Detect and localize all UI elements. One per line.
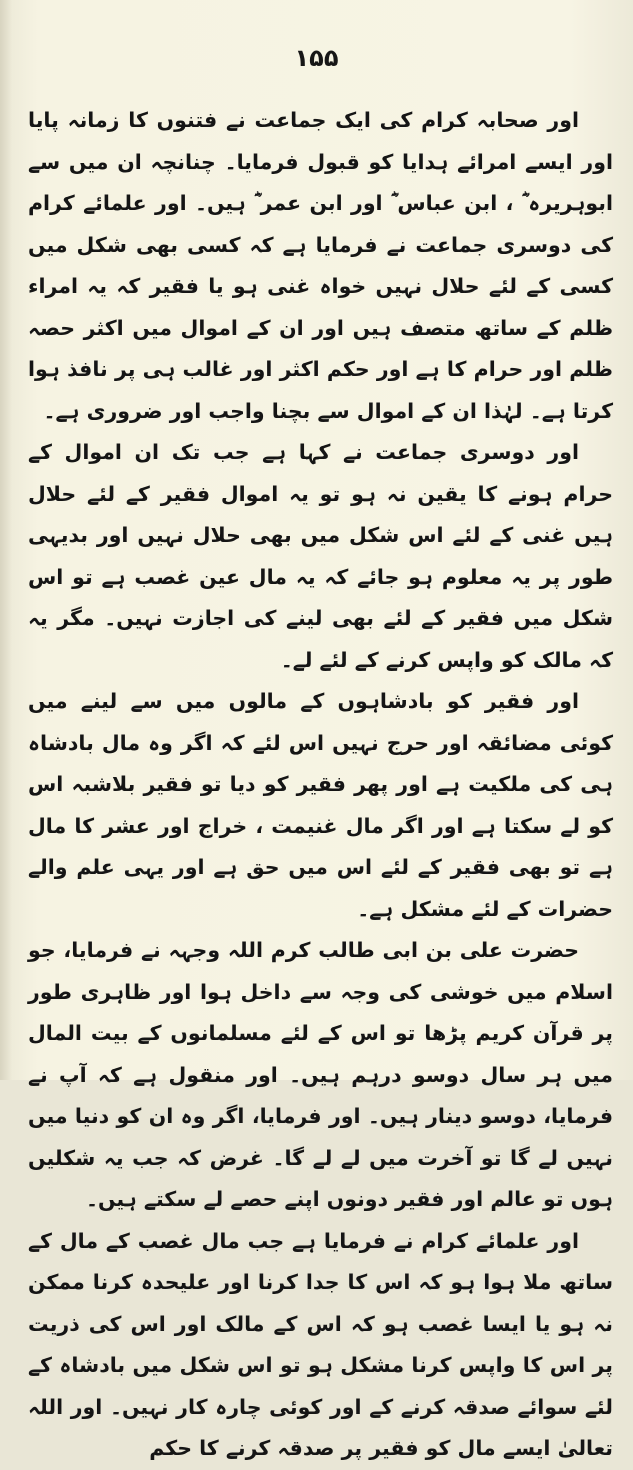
paragraph: اور فقیر کو بادشاہوں کے مالوں میں سے لینے میں کوئی مضائقہ اور حرج نہیں اس لئے کہ اگر وہ مال بادشاہ ہی کی ملکیت ہے اور پھر فقیر کو دیا تو فقیر بلاشبہ اس کو لے سکتا ہے اور اگر مال غنیمت ، خراج اور عشر کا مال ہے تو بھی فقیر کے لئے اس میں حق ہے اور یہی علم والے حضرات کے لئے مشکل ہے۔ <box>28 689 613 921</box>
paragraph: اور صحابہ کرام کی ایک جماعت نے فتنوں کا زمانہ پایا اور ایسے امرائے ہدایا کو قبول فرمایا۔ چنانچہ ان میں سے ابوہریرہ ؓ ، ابن عباس ؓ اور ابن عمر ؓ ہیں۔ اور علمائے کرام کی دوسری جماعت نے فرمایا ہے کہ کسی بھی شکل میں کسی کے لئے حلال نہیں خواہ غنی ہو یا فقیر کہ یہ امراء ظلم کے ساتھ متصف ہیں اور ان کے اموال میں اکثر حصہ ظلم اور حرام کا ہے اور حکم اکثر اور غالب ہی پر نافذ ہوا کرتا ہے۔ لہٰذا ان کے اموال سے بچنا واجب اور ضروری ہے۔ <box>28 108 613 423</box>
paragraph: اور دوسری جماعت نے کہا ہے جب تک ان اموال کے حرام ہونے کا یقین نہ ہو تو یہ اموال فقیر کے لئے حلال ہیں غنی کے لئے اس شکل میں بھی حلال نہیں اور بدیہی طور پر یہ معلوم ہو جائے کہ یہ مال عین غصب ہے تو اس شکل میں فقیر کے لئے بھی لینے کی اجازت نہیں۔ مگر یہ کہ مالک کو واپس کرنے کے لئے لے۔ <box>28 440 613 672</box>
page-binding-shadow <box>0 0 12 1080</box>
page-body-text <box>28 100 613 1470</box>
page-number: ۱۵۵ <box>294 44 339 72</box>
paragraph: حضرت علی بن ابی طالب کرم اللہ وجہہ نے فرمایا، جو اسلام میں خوشی کی وجہ سے داخل ہوا اور ظاہری طور پر قرآن کریم پڑھا تو اس کے لئے مسلمانوں کے بیت المال میں ہر سال دوسو درہم ہیں۔ اور منقول ہے کہ آپ نے فرمایا، دوسو دینار ہیں۔ اور فرمایا، اگر وہ ان کو دنیا میں نہیں لے گا تو آخرت میں لے لے گا۔ غرض کہ جب یہ شکلیں ہوں تو عالم اور فقیر دونوں اپنے حصے لے سکتے ہیں۔ <box>28 938 613 1211</box>
paragraph: اور علمائے کرام نے فرمایا ہے جب مال غصب کے مال کے ساتھ ملا ہوا ہو کہ اس کا جدا کرنا اور علیحدہ کرنا ممکن نہ ہو یا ایسا غصب ہو کہ اس کے مالک اور اس کی ذریت پر اس کا واپس کرنا مشکل ہو تو اس شکل میں بادشاہ کے لئے سوائے صدقہ کرنے کے اور کوئی چارہ کار نہیں۔ اور اللہ تعالیٰ ایسے مال کو فقیر پر صدقہ کرنے کا حکم <box>28 1228 613 1460</box>
